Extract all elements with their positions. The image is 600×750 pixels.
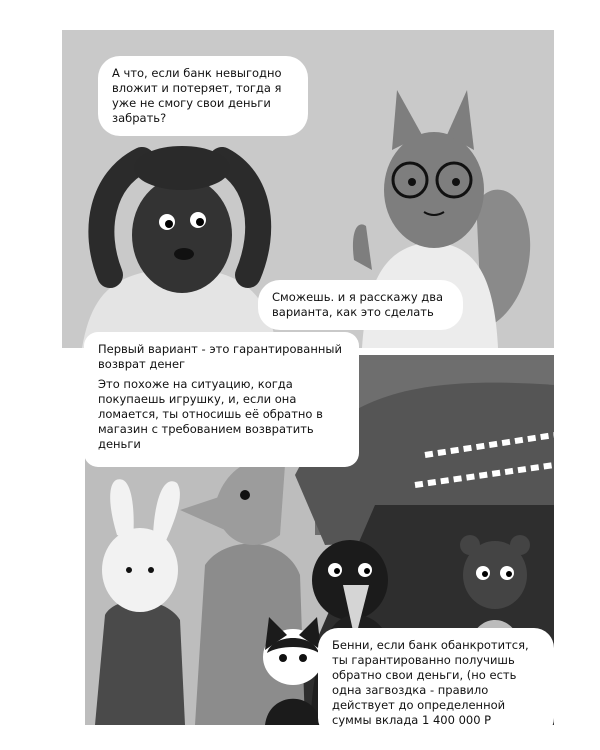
caption-body: Это похоже на ситуацию, когда покупаешь игрушку, и, если она ломается, ты относишь её обратно в магазин с требованием возвратить деньги	[98, 377, 323, 451]
caption-box	[84, 332, 359, 467]
dog-illustration	[82, 146, 277, 348]
speech-bubble-answer: Сможешь. и я расскажу два варианта, как это сделать	[258, 280, 463, 330]
speech-bubble-question: А что, если банк невыгодно вложит и потеряет, тогда я уже не смогу свои деньги забрать?	[98, 56, 308, 136]
cat-illustration	[263, 617, 323, 725]
speech-bubble-benny: Бенни, если банк обанкротится, ты гарантированно получишь обратно свои деньги, (но есть одна загвоздка - правило действует до определенной суммы вклада 1 400 000 Р	[318, 628, 554, 738]
caption-title: Первый вариант - это гарантированный возврат денег	[98, 342, 342, 371]
rabbit-illustration	[95, 479, 185, 725]
